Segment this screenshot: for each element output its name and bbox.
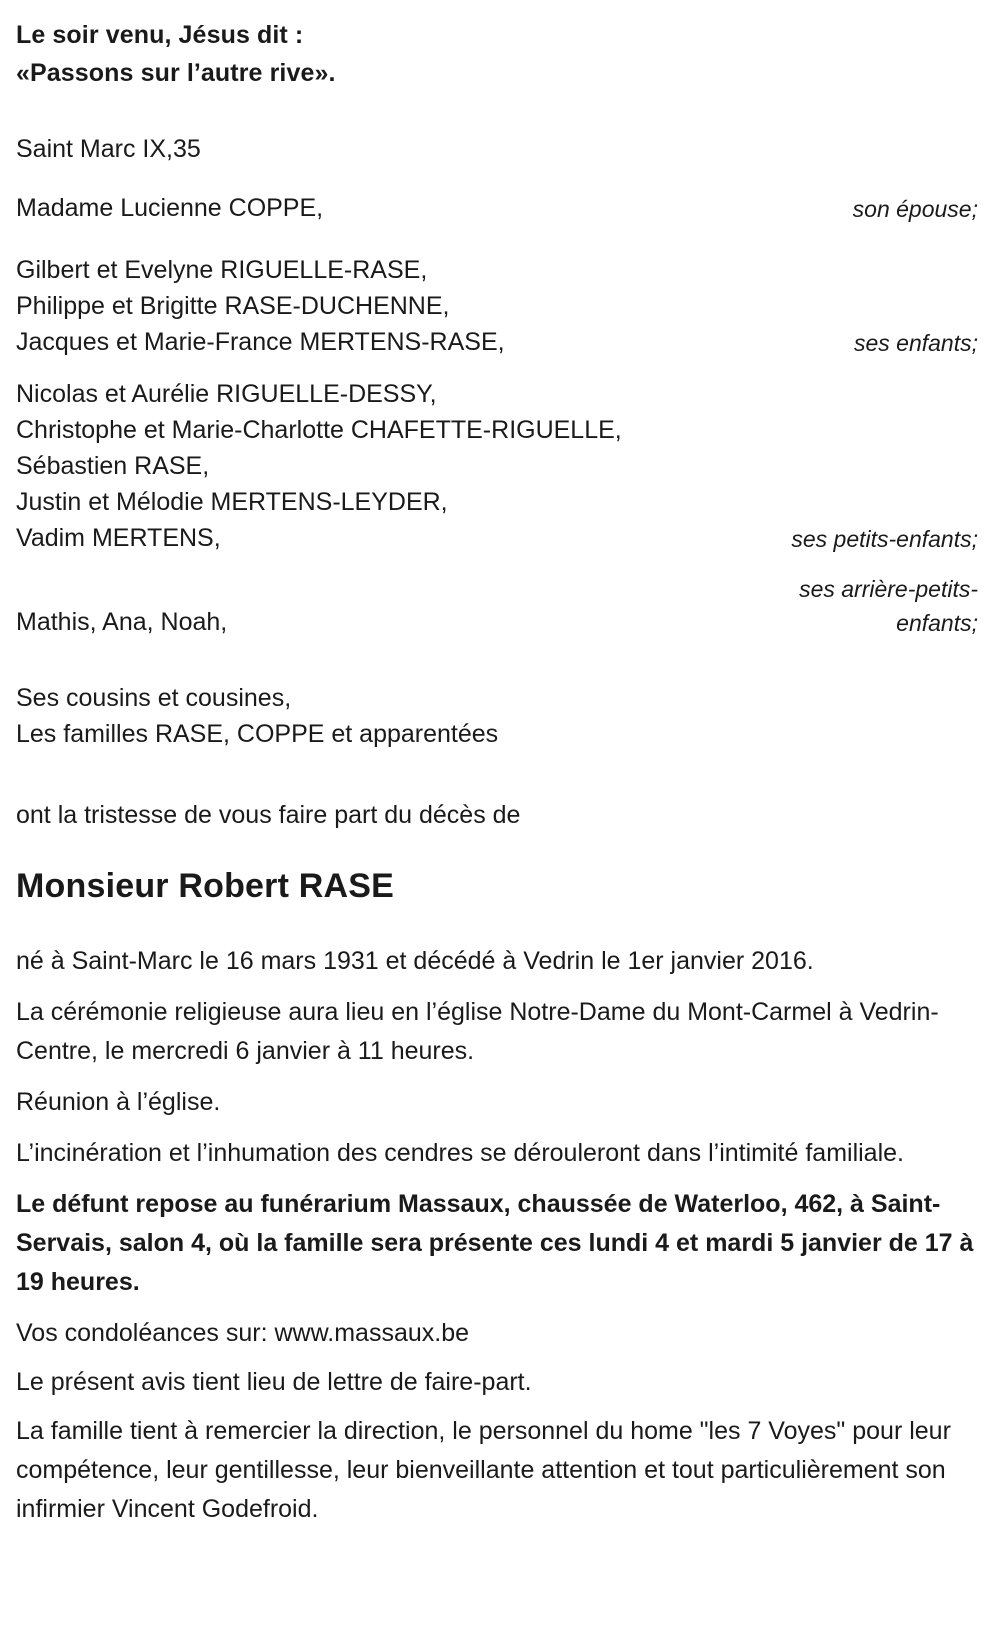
family-group [16,252,978,360]
scripture-line-1: Le soir venu, Jésus dit : [16,21,304,49]
family-member: Philippe et Brigitte RASE-DUCHENNE, [16,292,450,320]
family-member: Jacques et Marie-France MERTENS-RASE, [16,328,505,356]
scripture-quote [16,16,978,92]
deceased-name: Monsieur Robert RASE [16,867,395,905]
family-member: Mathis, Ana, Noah, [16,608,228,636]
spacer [16,226,978,252]
family-group-names [16,680,498,752]
announcement-line: ont la tristesse de vous faire part du décès de [16,801,521,829]
paragraph-funerarium: Le défunt repose au funérarium Massaux, chaussée de Waterloo, 462, à Saint-Servais, salon 4, où la famille sera présente ces lundi 4 et mardi 5 janvier de 17 à 19 heures. [16,1190,974,1296]
family-list [16,190,978,752]
scripture-line-2: «Passons sur l’autre rive». [16,59,336,87]
family-member: Justin et Mélodie MERTENS-LEYDER, [16,488,448,516]
family-group [16,572,978,640]
family-group-names [16,376,622,556]
family-member: Vadim MERTENS, [16,524,221,552]
family-group [16,376,978,556]
paragraph-cremation: L’incinération et l’inhumation des cendres se dérouleront dans l’intimité familiale. [16,1139,904,1167]
family-member: Sébastien RASE, [16,452,210,480]
announcement-body [16,942,978,1529]
family-relation-label: ses enfants; [853,330,978,356]
family-relation-label: son épouse; [852,196,978,222]
family-member: Christophe et Marie-Charlotte CHAFETTE-RIGUELLE, [16,416,622,444]
family-group [16,680,978,752]
paragraph-ceremony: La cérémonie religieuse aura lieu en l’église Notre-Dame du Mont-Carmel à Vedrin-Centre, le mercredi 6 janvier à 11 heures. [16,998,939,1065]
family-member: Ses cousins et cousines, [16,684,292,712]
paragraph-reunion: Réunion à l’église. [16,1088,221,1116]
family-group-names [16,190,323,226]
family-relation-label: ses petits-enfants; [791,526,978,552]
family-member: Nicolas et Aurélie RIGUELLE-DESSY, [16,380,437,408]
family-member: Les familles RASE, COPPE et apparentées [16,720,499,748]
family-member: Gilbert et Evelyne RIGUELLE-RASE, [16,256,428,284]
paragraph-thanks: La famille tient à remercier la direction, le personnel du home "les 7 Voyes" pour leur compétence, leur gentillesse, leur bienveillante attention et tout particulièrement son infirmier Vincent Godefroid. [16,1417,951,1523]
family-member: Madame Lucienne COPPE, [16,194,324,222]
paragraph-condolences: Vos condoléances sur: www.massaux.be [16,1319,470,1347]
spacer [16,640,978,680]
family-group-names [16,252,505,360]
spacer [16,556,978,572]
family-group [16,190,978,226]
paragraph-birth-death: né à Saint-Marc le 16 mars 1931 et décédé à Vedrin le 1er janvier 2016. [16,947,814,975]
family-relation-label: ses arrière-petits-enfants; [799,576,978,636]
family-group-names [16,604,227,640]
spacer [16,360,978,376]
paragraph-notice: Le présent avis tient lieu de lettre de faire-part. [16,1368,532,1396]
scripture-reference: Saint Marc IX,35 [16,135,201,163]
